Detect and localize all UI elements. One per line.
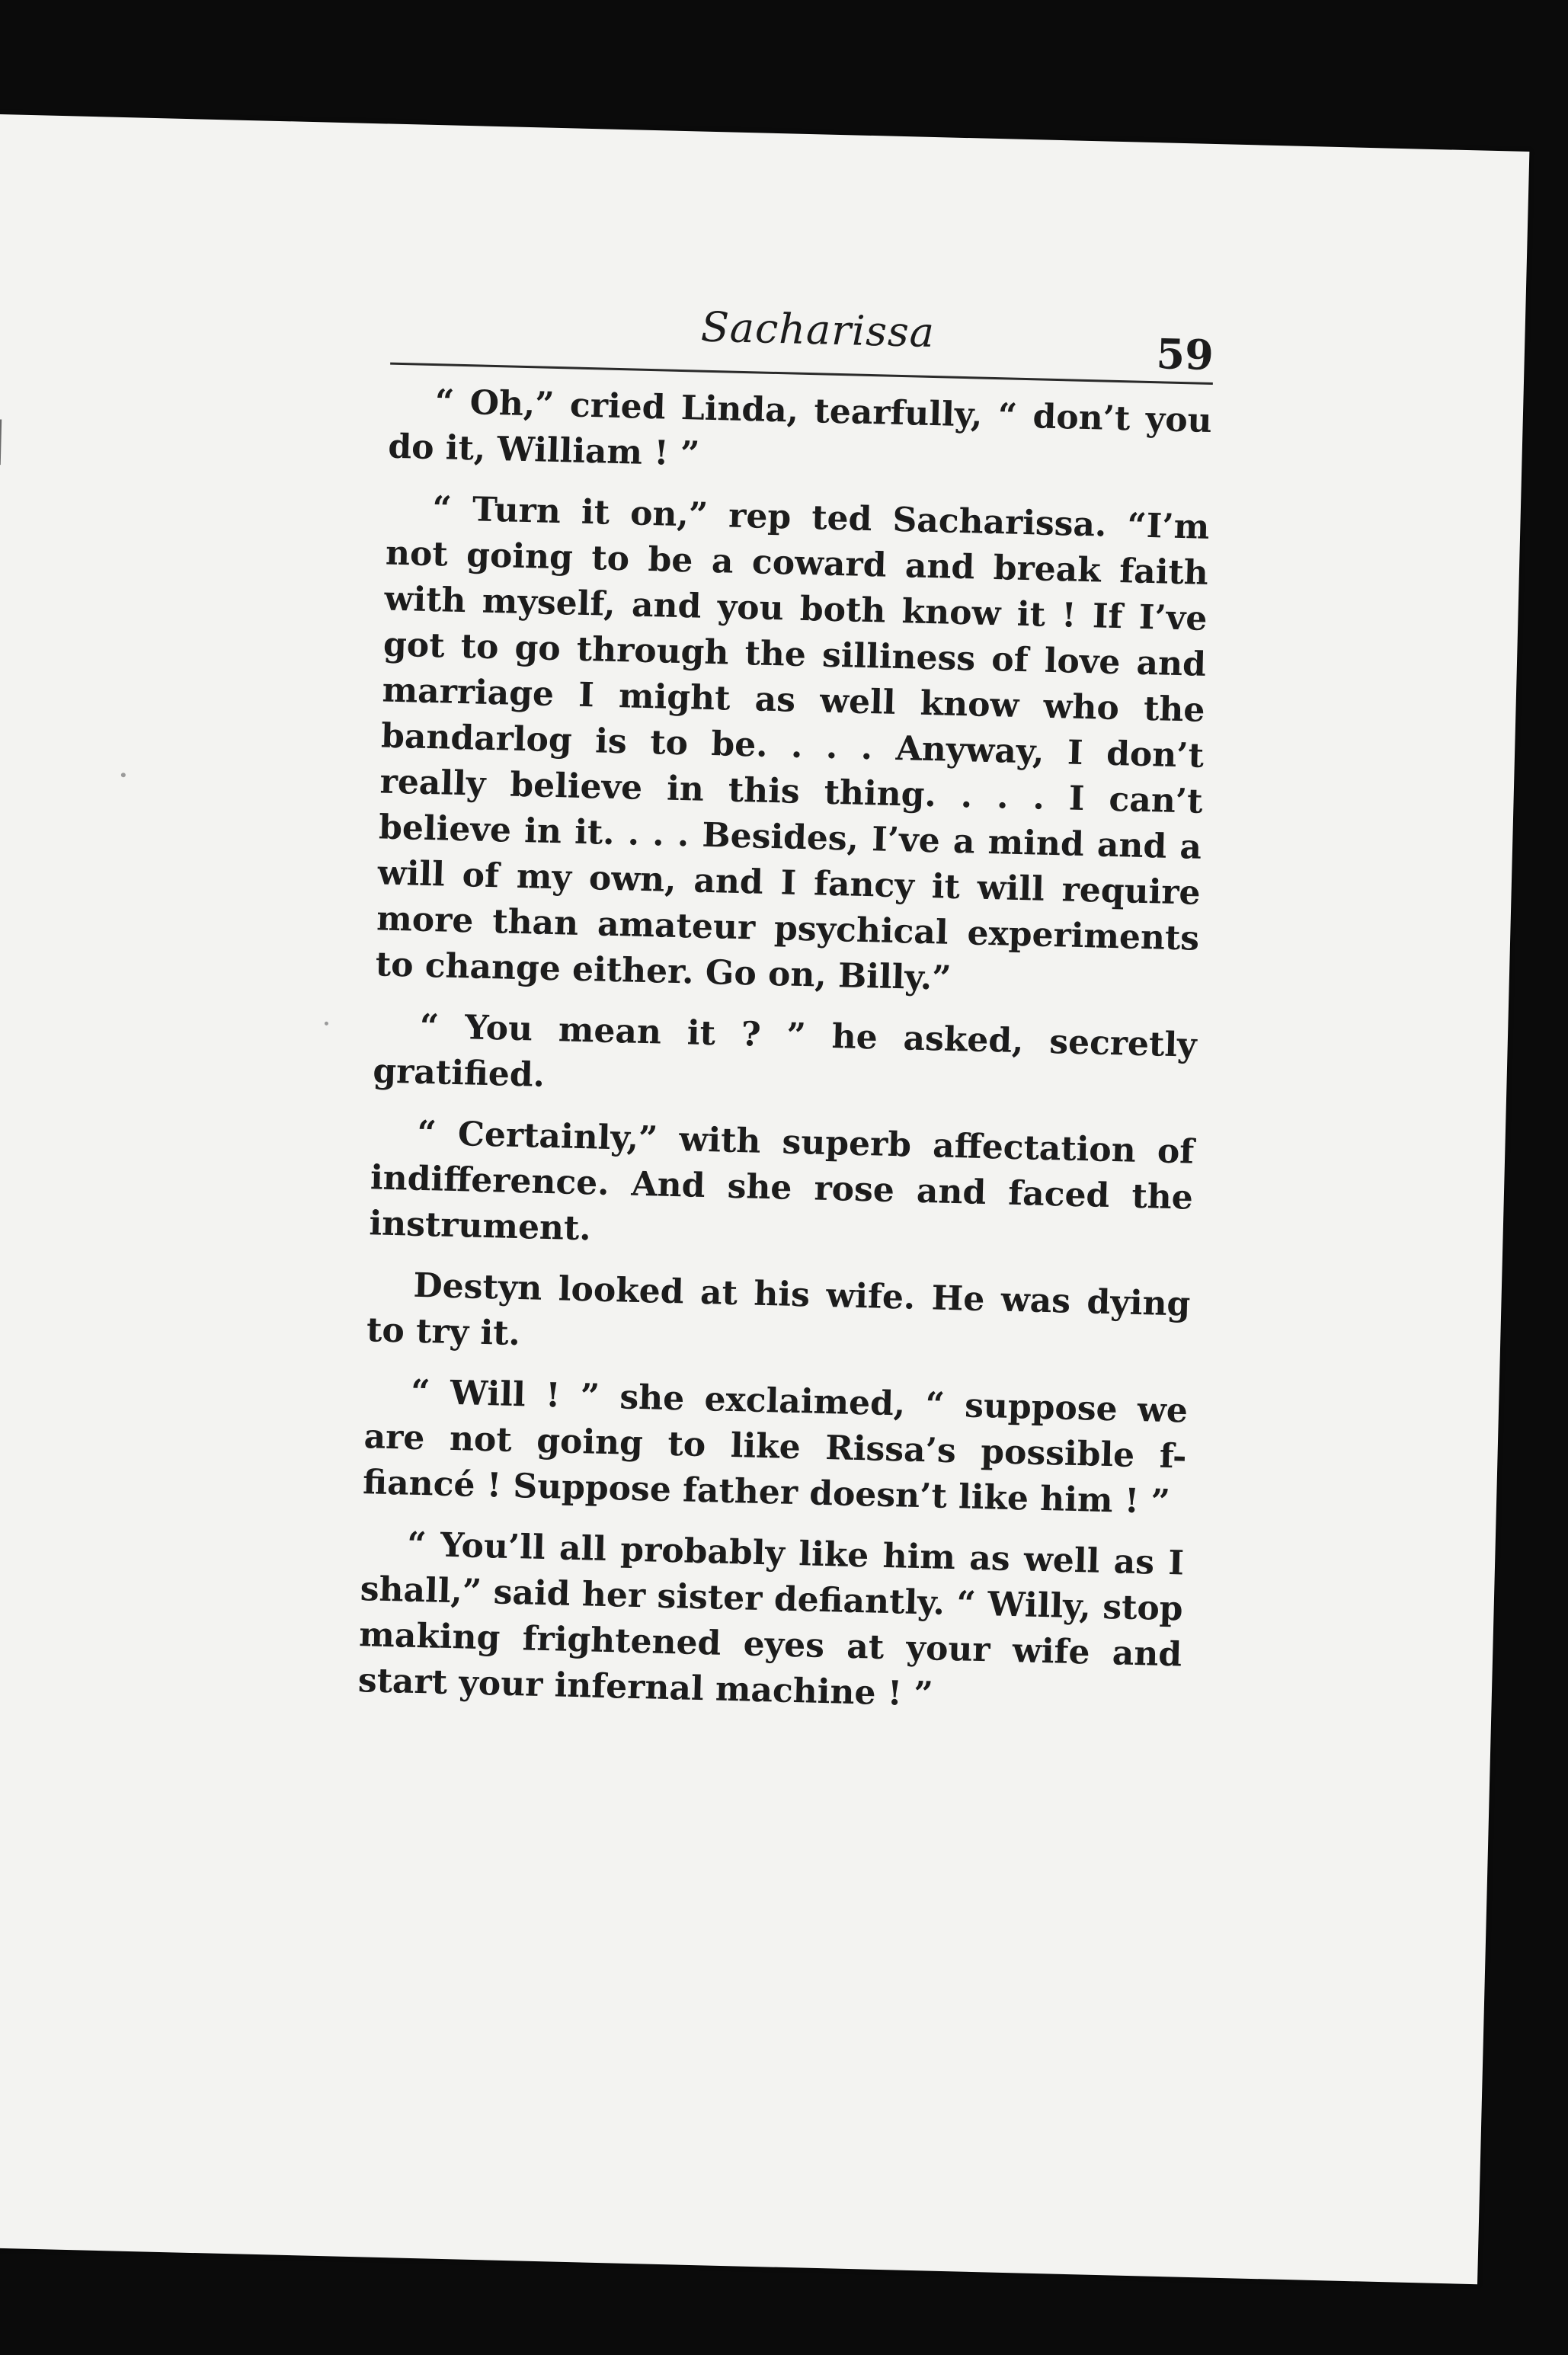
paragraph: Destyn looked at his wife. He was dying to try it.	[366, 1265, 1191, 1354]
running-head	[390, 296, 1214, 382]
paper-speck	[325, 1022, 328, 1026]
page-number: 59	[1155, 329, 1214, 379]
paper-speck	[121, 773, 126, 777]
paragraph: “ Certainly,” with superb affectation of indifference. And she rose and faced the instrument.	[368, 1113, 1195, 1249]
running-title: Sacharissa	[700, 302, 936, 357]
book-page	[0, 114, 1529, 2284]
binding-mark	[0, 419, 2, 465]
paragraph: “ You mean it ? ” he asked, secretly gratified.	[372, 1006, 1198, 1095]
paragraph: “ You’ll all probably like him as well as I shall,” said her sister defiantly. “ Willy, stop making frightened eyes at your wife and start your infernal machine ! ”	[357, 1525, 1185, 1714]
page-content	[357, 296, 1214, 1739]
paragraph: “ Turn it on,” rep ted Sacharissa. “I’m not going to be a coward and break faith with myself, and you both know it ! If I’ve got to go through the silliness of love and marriage I might as well know who the bandarlog is to be. . . . Anyway, I don’t really believe in this thing. . . . I can’t believe in it. . . . Besides, I’ve a mind and a will of my own, and I fancy it will require more than amateur psychical experiments to change either. Go on, Billy.”	[375, 489, 1210, 998]
paragraph: “ Will ! ” she exclaimed, “ suppose we are not going to like Rissa’s possible f-fiancé ! Suppose father doesn’t like him ! ”	[362, 1372, 1189, 1522]
body-text	[357, 379, 1212, 1724]
paragraph: “ Oh,” cried Linda, tearfully, “ don’t you do it, William ! ”	[387, 382, 1213, 474]
